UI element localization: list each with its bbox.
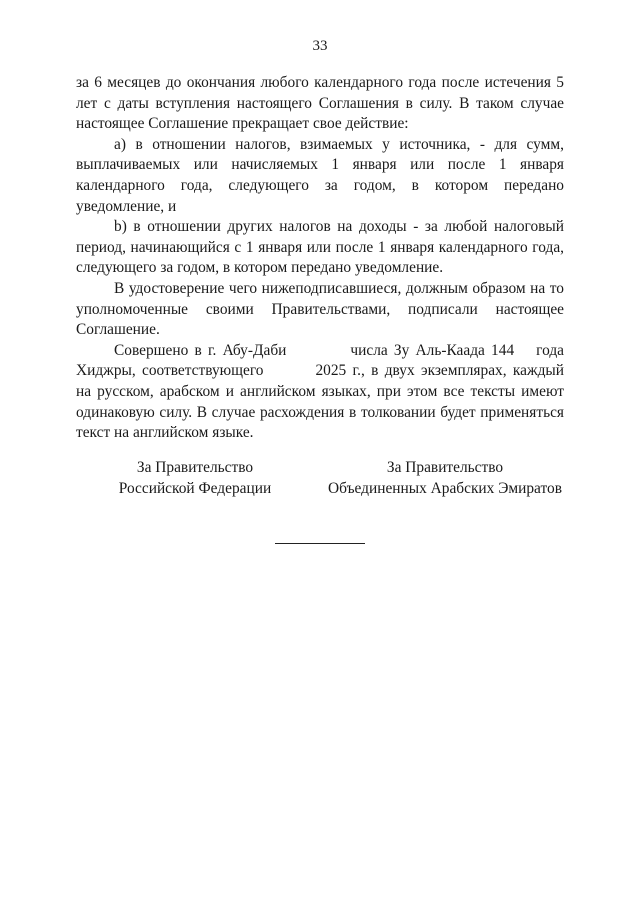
signature-uae	[318, 458, 572, 499]
signature-uae-line2: Объединенных Арабских Эмиратов	[328, 479, 562, 497]
done-at-languages: 2025 г., в двух экземплярах, каждый на русском, арабском и английском языках, при этом все тексты имеют одинаковую силу. В случае расхождения в толковании будет применяться текст на английском языке.	[76, 362, 564, 442]
page-number: 33	[312, 38, 328, 54]
signature-russia-line1: За Правительство	[136, 459, 254, 476]
done-at-place: Совершено в г. Абу-Даби	[114, 341, 287, 359]
end-rule-divider	[275, 543, 365, 544]
paragraph-witness: В удостоверение чего нижеподписавшиеся, должным образом на то уполномоченные своими Правительствами, подписали настоящее Соглашение.	[76, 279, 564, 339]
signature-russia-line2: Российской Федерации	[118, 479, 272, 497]
paragraph-item-a: a) в отношении налогов, взимаемых у источника, - для сумм, выплачиваемых или начисляемых 1 января или после 1 января календарного года, следующего за годом, в котором передано уведомление, и	[76, 135, 564, 215]
paragraph-done-at	[76, 341, 564, 444]
signature-uae-line1: За Правительство	[386, 459, 504, 476]
signature-russia	[95, 458, 295, 499]
paragraph-item-b: b) в отношении других налогов на доходы - за любой налоговый период, начинающийся с 1 января или после 1 января календарного года, следующего за годом, в котором передано уведомление.	[76, 218, 564, 277]
done-at-date: числа Зу Аль-Каада 144	[350, 341, 515, 359]
document-body	[76, 73, 564, 444]
paragraph-termination-notice: за 6 месяцев до окончания любого календарного года после истечения 5 лет с даты вступления настоящего Соглашения в силу. В таком случае настоящее Соглашение прекращает свое действие:	[76, 74, 564, 133]
done-at-hijri: года Хиджры, соответствующего	[76, 341, 564, 380]
